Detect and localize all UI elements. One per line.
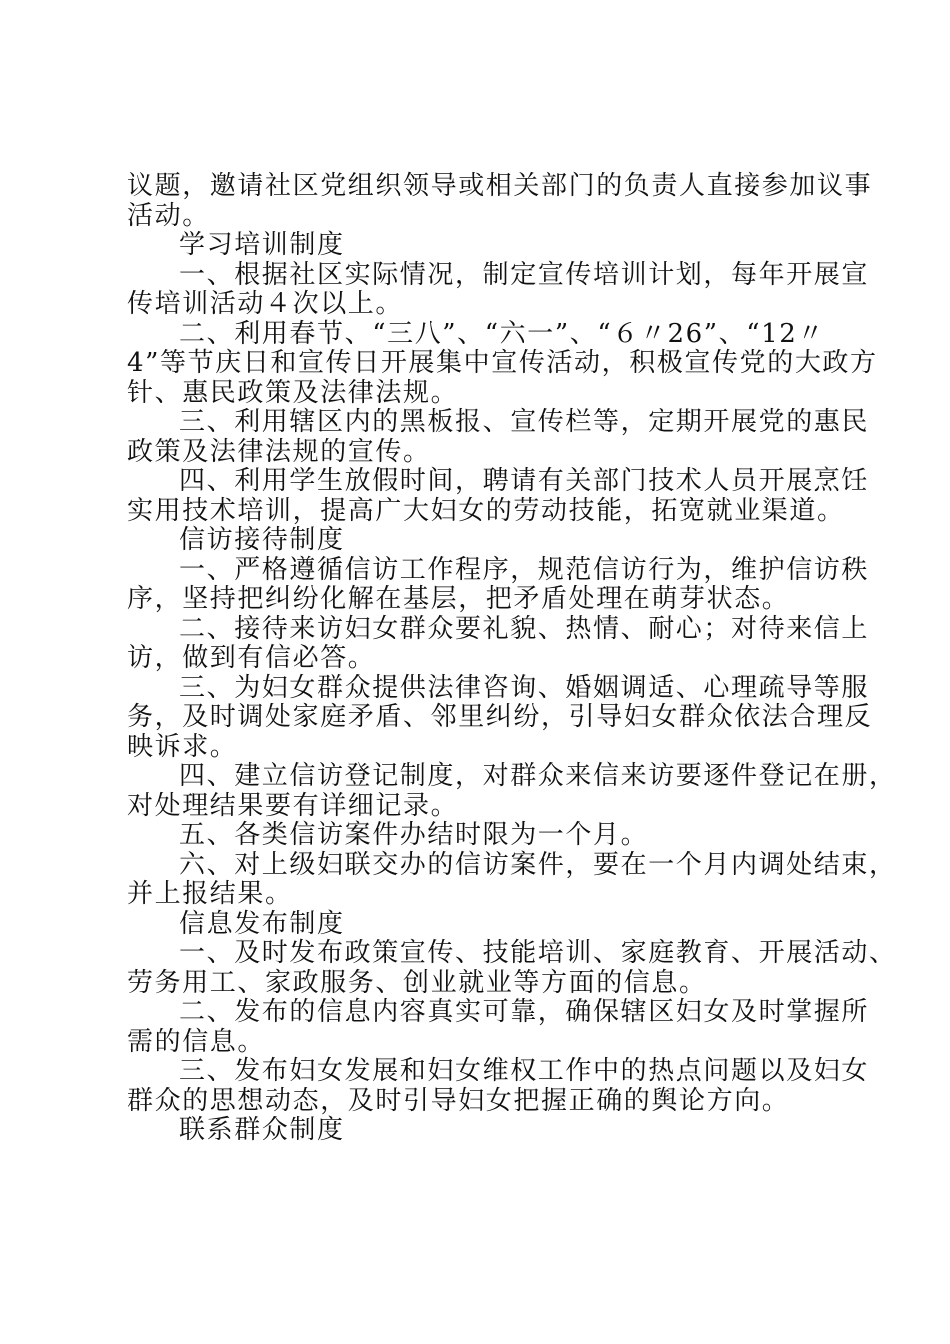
paragraph-line: 实用技术培训，提高广大妇女的劳动技能，拓宽就业渠道。 <box>127 495 845 526</box>
paragraph-line: 务，及时调处家庭矛盾、邻里纠纷，引导妇女群众依法合理反 <box>127 702 873 732</box>
paragraph-line-indented: 五、各类信访案件办结时限为一个月。 <box>179 820 649 850</box>
paragraph-line-indented: 信访接待制度 <box>179 525 345 555</box>
paragraph-line: 对处理结果要有详细记录。 <box>127 790 459 821</box>
paragraph-line: 群众的思想动态，及时引导妇女把握正确的舆论方向。 <box>127 1085 790 1116</box>
paragraph-line: 政策及法律法规的宣传。 <box>127 436 431 467</box>
paragraph-line-indented: 联系群众制度 <box>179 1115 345 1145</box>
paragraph-line-indented: 六、对上级妇联交办的信访案件，要在一个月内调处结束， <box>179 849 897 880</box>
paragraph-line-indented: 一、严格遵循信访工作程序，规范信访行为，维护信访秩 <box>179 554 870 585</box>
paragraph-line: 4”等节庆日和宣传日开展集中宣传活动，积极宣传党的大政方 <box>127 348 878 378</box>
paragraph-line-indented: 三、为妇女群众提供法律咨询、婚姻调适、心理疏导等服 <box>179 672 870 703</box>
paragraph-line: 序，坚持把纠纷化解在基层，把矛盾处理在萌芽状态。 <box>127 584 790 614</box>
paragraph-line: 劳务用工、家政服务、创业就业等方面的信息。 <box>127 967 707 998</box>
paragraph-line-indented: 四、建立信访登记制度，对群众来信来访要逐件登记在册， <box>179 761 897 791</box>
paragraph-line: 针、惠民政策及法律法规。 <box>127 377 459 408</box>
paragraph-line-indented: 二、接待来访妇女群众要礼貌、热情、耐心；对待来信上 <box>179 613 870 644</box>
paragraph-line-indented: 二、利用春节、“三八”、“六一”、“６〃26”、“12〃 <box>179 318 826 349</box>
paragraph-line: 传培训活动４次以上。 <box>127 289 404 319</box>
paragraph-line: 访，做到有信必答。 <box>127 643 376 673</box>
document-body <box>127 171 897 1146</box>
paragraph-line-indented: 学习培训制度 <box>179 230 345 260</box>
paragraph-line-indented: 一、及时发布政策宣传、技能培训、家庭教育、开展活动、 <box>179 938 897 968</box>
paragraph-line: 映诉求。 <box>127 731 238 762</box>
paragraph-line: 活动。 <box>127 200 210 231</box>
paragraph-line: 需的信息。 <box>127 1026 266 1057</box>
paragraph-line-indented: 一、根据社区实际情况，制定宣传培训计划，每年开展宣 <box>179 259 870 290</box>
paragraph-line-indented: 信息发布制度 <box>179 908 345 939</box>
paragraph-line-indented: 四、利用学生放假时间，聘请有关部门技术人员开展烹饪 <box>179 466 870 496</box>
paragraph-line: 议题，邀请社区党组织领导或相关部门的负责人直接参加议事 <box>127 171 873 201</box>
paragraph-line-indented: 三、发布妇女发展和妇女维权工作中的热点问题以及妇女 <box>179 1056 870 1086</box>
paragraph-line: 并上报结果。 <box>127 879 293 909</box>
paragraph-line-indented: 三、利用辖区内的黑板报、宣传栏等，定期开展党的惠民 <box>179 407 870 437</box>
paragraph-line-indented: 二、发布的信息内容真实可靠，确保辖区妇女及时掌握所 <box>179 997 870 1027</box>
